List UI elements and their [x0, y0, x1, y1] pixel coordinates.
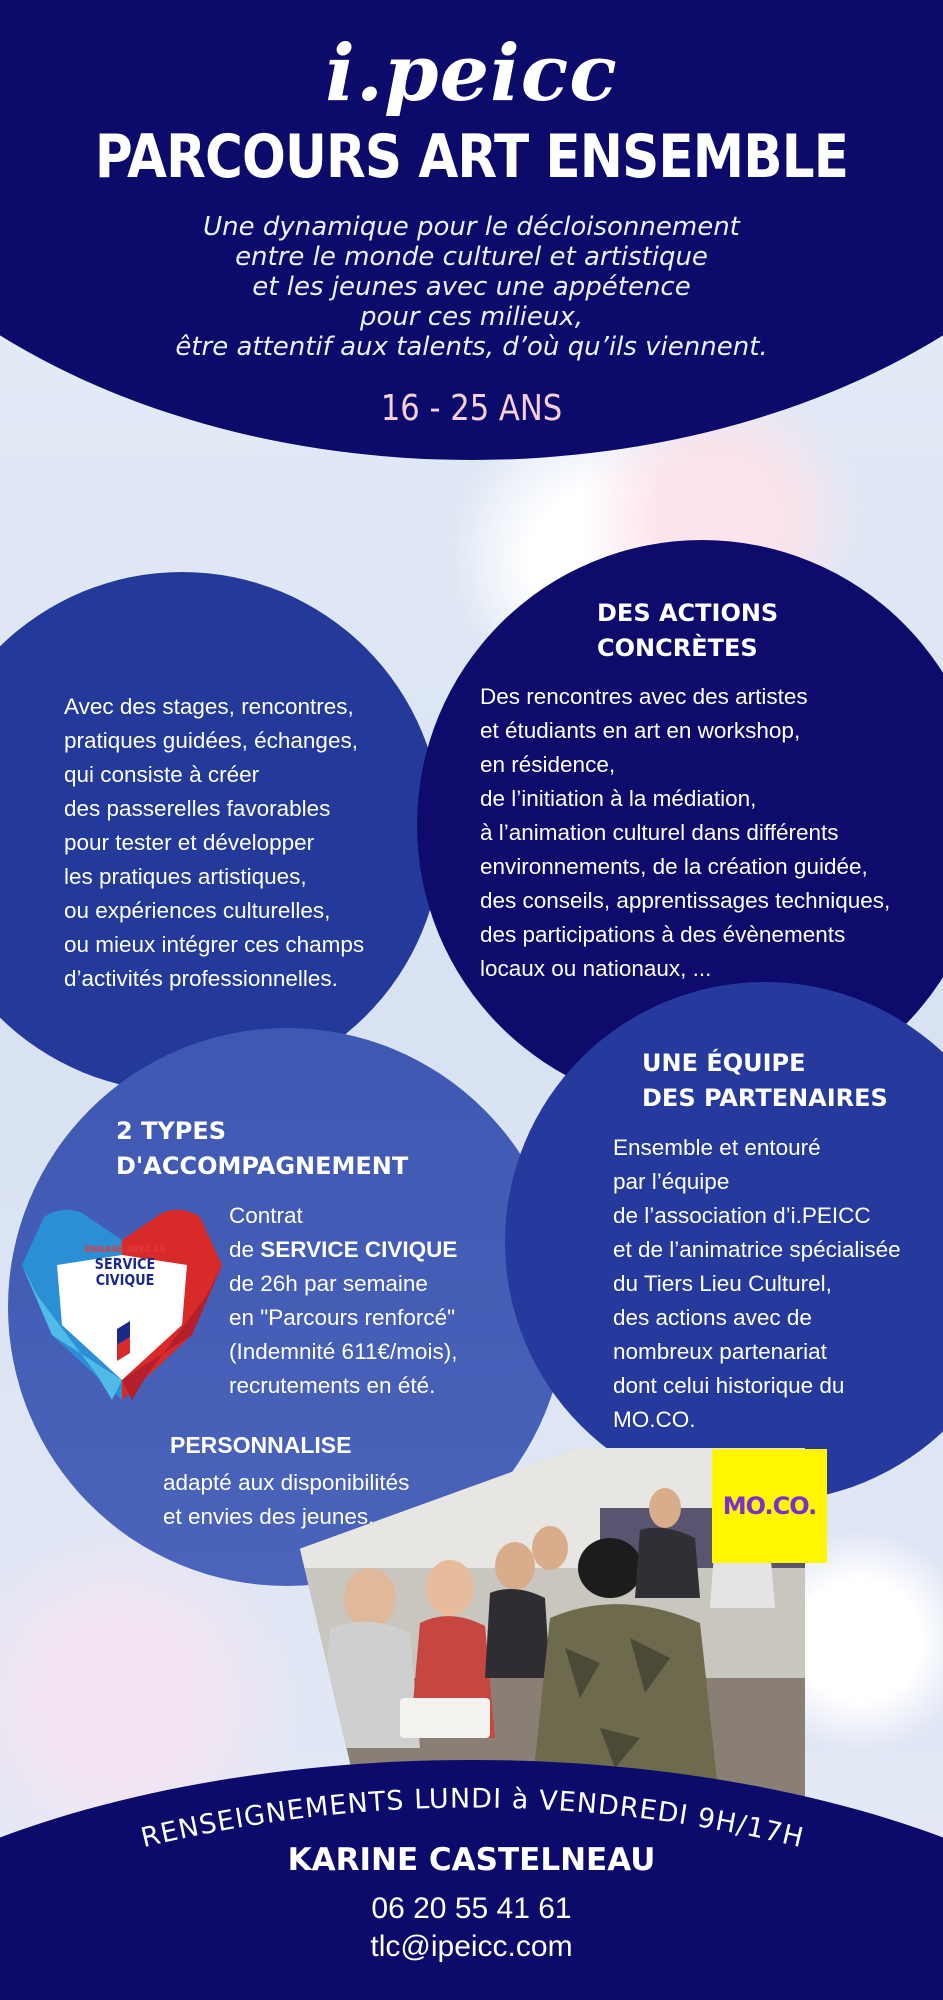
- service-civique-badge: [78, 1245, 172, 1288]
- partners-text: Ensemble et entouré par l’équipe de l’association d’i.PEICC et de l’animatrice spécialisée du Tiers Lieu Culturel, des actions avec de nombreux partenariat dont celui historique du MO.CO.: [613, 1135, 901, 1432]
- contact-email[interactable]: tlc@ipeicc.com: [370, 1930, 573, 1963]
- stages-text: Avec des stages, rencontres, pratiques guidées, échanges, qui consiste à créer des passerelles favorables pour tester et développer les pratiques artistiques, ou expériences culturelles, ou mieux intégrer ces champs d’activités professionnelles.: [64, 694, 365, 991]
- personalise-text: adapté aux disponibilités et envies des jeunes.: [163, 1470, 410, 1529]
- accompagnement-heading: 2 TYPES D'ACCOMPAGNEMENT: [116, 1117, 409, 1180]
- moco-logo: [712, 1449, 827, 1563]
- contract-text: [229, 1199, 457, 1403]
- tagline: Une dynamique pour le décloisonnement entre le monde culturel et artistique et les jeunes avec une appétence pour ces milieux, être attentif aux talents, d’où qu’ils viennent.: [175, 212, 768, 362]
- hours-text: RENSEIGNEMENTS LUNDI à VENDREDI 9H/17H: [137, 1783, 807, 1855]
- page-title: PARCOURS ART ENSEMBLE: [94, 122, 849, 192]
- contact-phone[interactable]: 06 20 55 41 61: [371, 1892, 572, 1925]
- age-range: 16 - 25 ANS: [380, 388, 563, 429]
- service-civique-logo-icon: [22, 1205, 222, 1405]
- moco-logo-text: MO.CO.: [722, 1492, 817, 1520]
- actions-heading: DES ACTIONS CONCRÈTES: [597, 599, 779, 662]
- personalise-label: PERSONNALISE: [170, 1432, 352, 1458]
- contract-de: de: [229, 1237, 261, 1262]
- contract-details: de 26h par semaine en "Parcours renforcé" (Indemnité 611€/mois), recrutements en été.: [229, 1271, 458, 1398]
- contract-line2: [229, 1233, 457, 1267]
- service-civique-small-text: ENGAGÉ AVEC LE: [84, 1245, 166, 1255]
- contact-name: KARINE CASTELNEAU: [287, 1842, 656, 1878]
- partners-heading: UNE ÉQUIPE DES PARTENAIRES: [642, 1049, 888, 1112]
- service-civique-label: SERVICE CIVIQUE: [260, 1237, 458, 1262]
- actions-text: Des rencontres avec des artistes et étudiants en art en workshop, en résidence, de l’initiation à la médiation, à l’animation culturel dans différents environnements, de la création guidée, des conseils, apprentissages techniques, des participations à des évènements locaux ou nationaux, ...: [480, 684, 891, 981]
- service-civique-big-text: SERVICE CIVIQUE: [94, 1255, 156, 1289]
- ipeicc-logo: i.peicc: [325, 28, 618, 119]
- contract-line1: Contrat: [229, 1203, 303, 1228]
